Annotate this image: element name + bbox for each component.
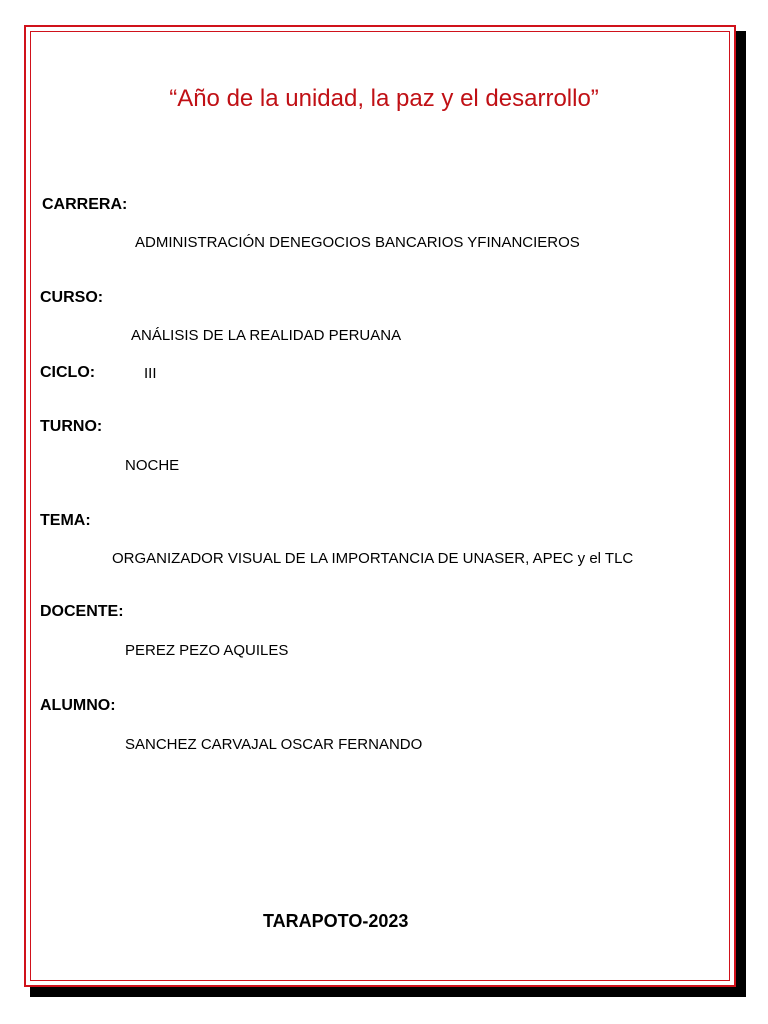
docente-value: PEREZ PEZO AQUILES (125, 642, 289, 659)
alumno-value: SANCHEZ CARVAJAL OSCAR FERNANDO (125, 736, 423, 753)
tema-value: ORGANIZADOR VISUAL DE LA IMPORTANCIA DE UNASER, APEC y el TLC (112, 550, 634, 567)
footer-place-year: TARAPOTO-2023 (263, 911, 409, 931)
curso-label: CURSO: (40, 289, 104, 306)
carrera-value: ADMINISTRACIÓN DENEGOCIOS BANCARIOS YFINANCIEROS (135, 234, 580, 251)
page-frame-inner-border (30, 31, 730, 981)
ciclo-label: CICLO: (40, 364, 96, 381)
tema-label: TEMA: (40, 512, 91, 529)
carrera-label: CARRERA: (42, 196, 128, 213)
turno-label: TURNO: (40, 418, 103, 435)
ciclo-value: III (144, 365, 157, 382)
docente-label: DOCENTE: (40, 603, 124, 620)
alumno-label: ALUMNO: (40, 697, 116, 714)
page-title: “Año de la unidad, la paz y el desarrollo” (169, 85, 599, 112)
turno-value: NOCHE (125, 457, 180, 474)
page-frame (24, 25, 736, 987)
curso-value: ANÁLISIS DE LA REALIDAD PERUANA (131, 327, 402, 344)
